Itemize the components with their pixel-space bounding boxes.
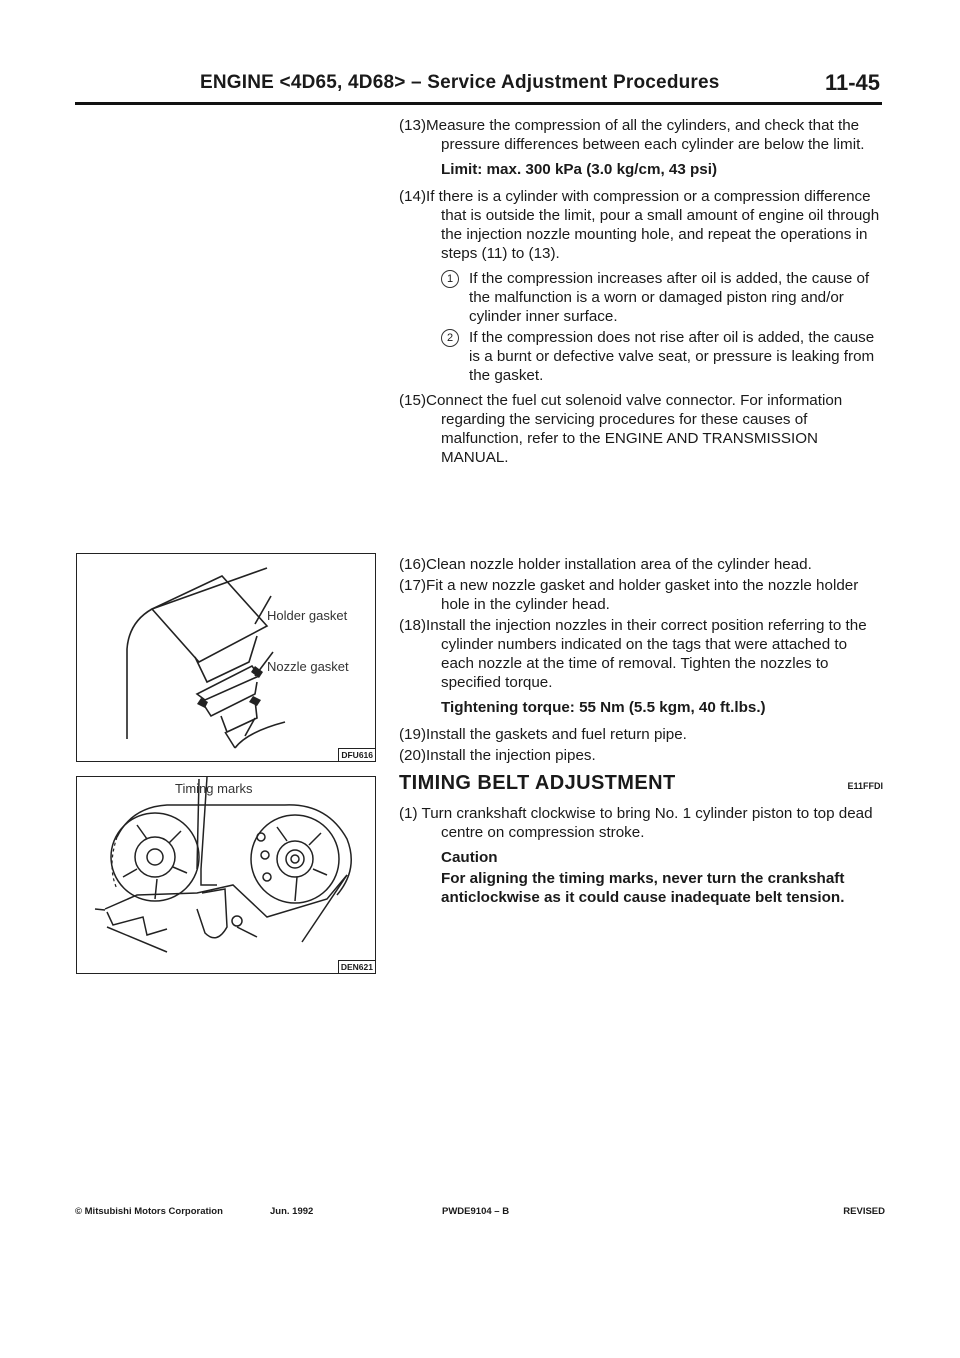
step-20: (20)Install the injection pipes. [399, 747, 596, 764]
timing-step-1: (1) Turn crankshaft clockwise to bring No. 1 cylinder piston to top dead centre on compression stroke. [399, 805, 873, 841]
circled-number-icon: 2 [441, 329, 459, 347]
section-code: E11FFDI [847, 781, 883, 791]
holder-gasket-label: Holder gasket [267, 608, 348, 623]
tightening-torque-spec: Tightening torque: 55 Nm (5.5 kgm, 40 ft.lbs.) [441, 699, 766, 716]
nozzle-gasket-label: Nozzle gasket [267, 659, 349, 674]
step-19: (19)Install the gaskets and fuel return pipe. [399, 726, 687, 743]
step-14: (14)If there is a cylinder with compression or a compression difference that is outside the limit, pour a small amount of engine oil through the injection nozzle mounting hole, and repeat the operations in steps (11) to (13). [399, 188, 880, 262]
compression-check-section [399, 116, 883, 473]
sub-step-1 [441, 269, 883, 326]
timing-belt-illustration [77, 777, 375, 973]
nozzle-holder-illustration [77, 554, 375, 761]
figure-nozzle-gaskets [76, 553, 376, 762]
section-title [399, 774, 883, 796]
header-title: ENGINE <4D65, 4D68> – Service Adjustment Procedures [200, 72, 720, 93]
figure-code: DFU616 [338, 748, 375, 761]
footer-date: Jun. 1992 [270, 1206, 314, 1217]
sub-step-1-text: If the compression increases after oil is added, the cause of the malfunction is a worn or damaged piston ring and/or cylinder inner surface. [469, 270, 870, 325]
sub-step-2 [441, 328, 883, 385]
step-16: (16)Clean nozzle holder installation area of the cylinder head. [399, 556, 812, 573]
circled-number-icon: 1 [441, 270, 459, 288]
step-17: (17)Fit a new nozzle gasket and holder gasket into the nozzle holder hole in the cylinder head. [399, 577, 859, 613]
step-18: (18)Install the injection nozzles in their correct position referring to the cylinder numbers indicated on the tags that were attached to each nozzle at the time of removal. Tighten the nozzles to specified torque. [399, 617, 867, 691]
timing-marks-label: Timing marks [175, 781, 253, 796]
page-number: 11-45 [824, 70, 880, 95]
caution-title: Caution [441, 849, 498, 866]
page-footer [75, 1206, 885, 1220]
step-13: (13)Measure the compression of all the cylinders, and check that the pressure differences between each cylinder are below the limit. [399, 117, 865, 153]
document-code: PWDE9104 – B [442, 1206, 510, 1217]
figure-timing-marks [76, 776, 376, 974]
page-header [75, 70, 882, 105]
timing-belt-section [399, 774, 883, 907]
copyright: © Mitsubishi Motors Corporation [75, 1206, 223, 1217]
figure-code: DEN621 [338, 960, 375, 973]
step-15: (15)Connect the fuel cut solenoid valve connector. For information regarding the servicing procedures for these causes of malfunction, refer to the ENGINE AND TRANSMISSION MANUAL. [399, 392, 843, 466]
compression-limit-spec: Limit: max. 300 kPa (3.0 kg/cm, 43 psi) [441, 161, 718, 178]
sub-step-2-text: If the compression does not rise after oil is added, the cause is a burnt or defective valve seat, or pressure is leaking from the gasket. [469, 329, 875, 384]
nozzle-install-section [399, 555, 883, 771]
revision-status: REVISED [843, 1206, 885, 1217]
section-title-text: TIMING BELT ADJUSTMENT [399, 772, 676, 794]
caution-text: For aligning the timing marks, never turn the crankshaft anticlockwise as it could cause inadequate belt tension. [441, 870, 845, 906]
